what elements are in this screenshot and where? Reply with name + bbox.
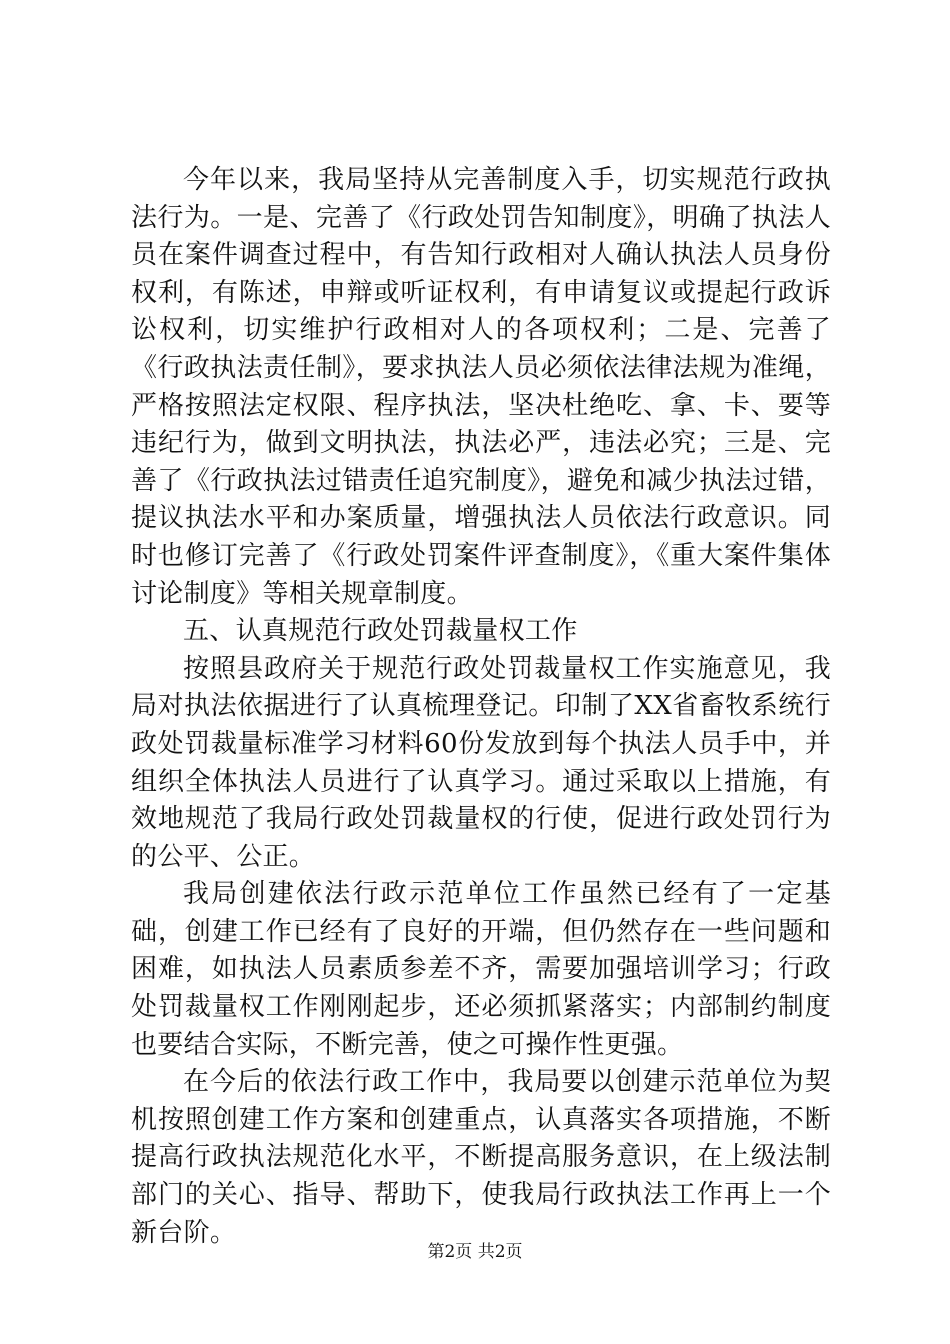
document-body — [131, 162, 831, 1252]
paragraph-problems: 我局创建依法行政示范单位工作虽然已经有了一定基础，创建工作已经有了良好的开端，但仍然存在一些问题和困难，如执法人员素质参差不齐，需要加强培训学习；行政处罚裁量权工作刚刚起步，还必须抓紧落实；内部制约制度也要结合实际，不断完善，使之可操作性更强。 — [131, 879, 831, 1060]
page-number-footer: 第2页 共2页 — [427, 1242, 523, 1262]
paragraph-institution-building: 今年以来，我局坚持从完善制度入手，切实规范行政执法行为。一是、完善了《行政处罚告知制度》，明确了执法人员在案件调查过程中，有告知行政相对人确认执法人员身份权利，有陈述，申辩或听证权利，有申请复议或提起行政诉讼权利，切实维护行政相对人的各项权利；二是、完善了《行政执法责任制》，要求执法人员必须依法律法规为准绳，严格按照法定权限、程序执法，坚决杜绝吃、拿、卡、要等违纪行为，做到文明执法，执法必严，违法必究；三是、完善了《行政执法过错责任追究制度》，避免和减少执法过错，提议执法水平和办案质量，增强执法人员依法行政意识。同时也修订完善了《行政处罚案件评查制度》，《重大案件集体讨论制度》等相关规章制度。 — [131, 165, 831, 609]
section-heading-five: 五、认真规范行政处罚裁量权工作 — [183, 616, 578, 647]
paragraph-discretion-regulation: 按照县政府关于规范行政处罚裁量权工作实施意见，我局对执法依据进行了认真梳理登记。印制了XX省畜牧系统行政处罚裁量标准学习材料60份发放到每个执法人员手中，并组织全体执法人员进行了认真学习。通过采取以上措施，有效地规范了我局行政处罚裁量权的行使，促进行政处罚行为的公平、公正。 — [131, 653, 831, 872]
paragraph-future-work: 在今后的依法行政工作中，我局要以创建示范单位为契机按照创建工作方案和创建重点，认真落实各项措施，不断提高行政执法规范化水平，不断提高服务意识，在上级法制部门的关心、指导、帮助下，使我局行政执法工作再上一个新台阶。 — [131, 1067, 831, 1248]
